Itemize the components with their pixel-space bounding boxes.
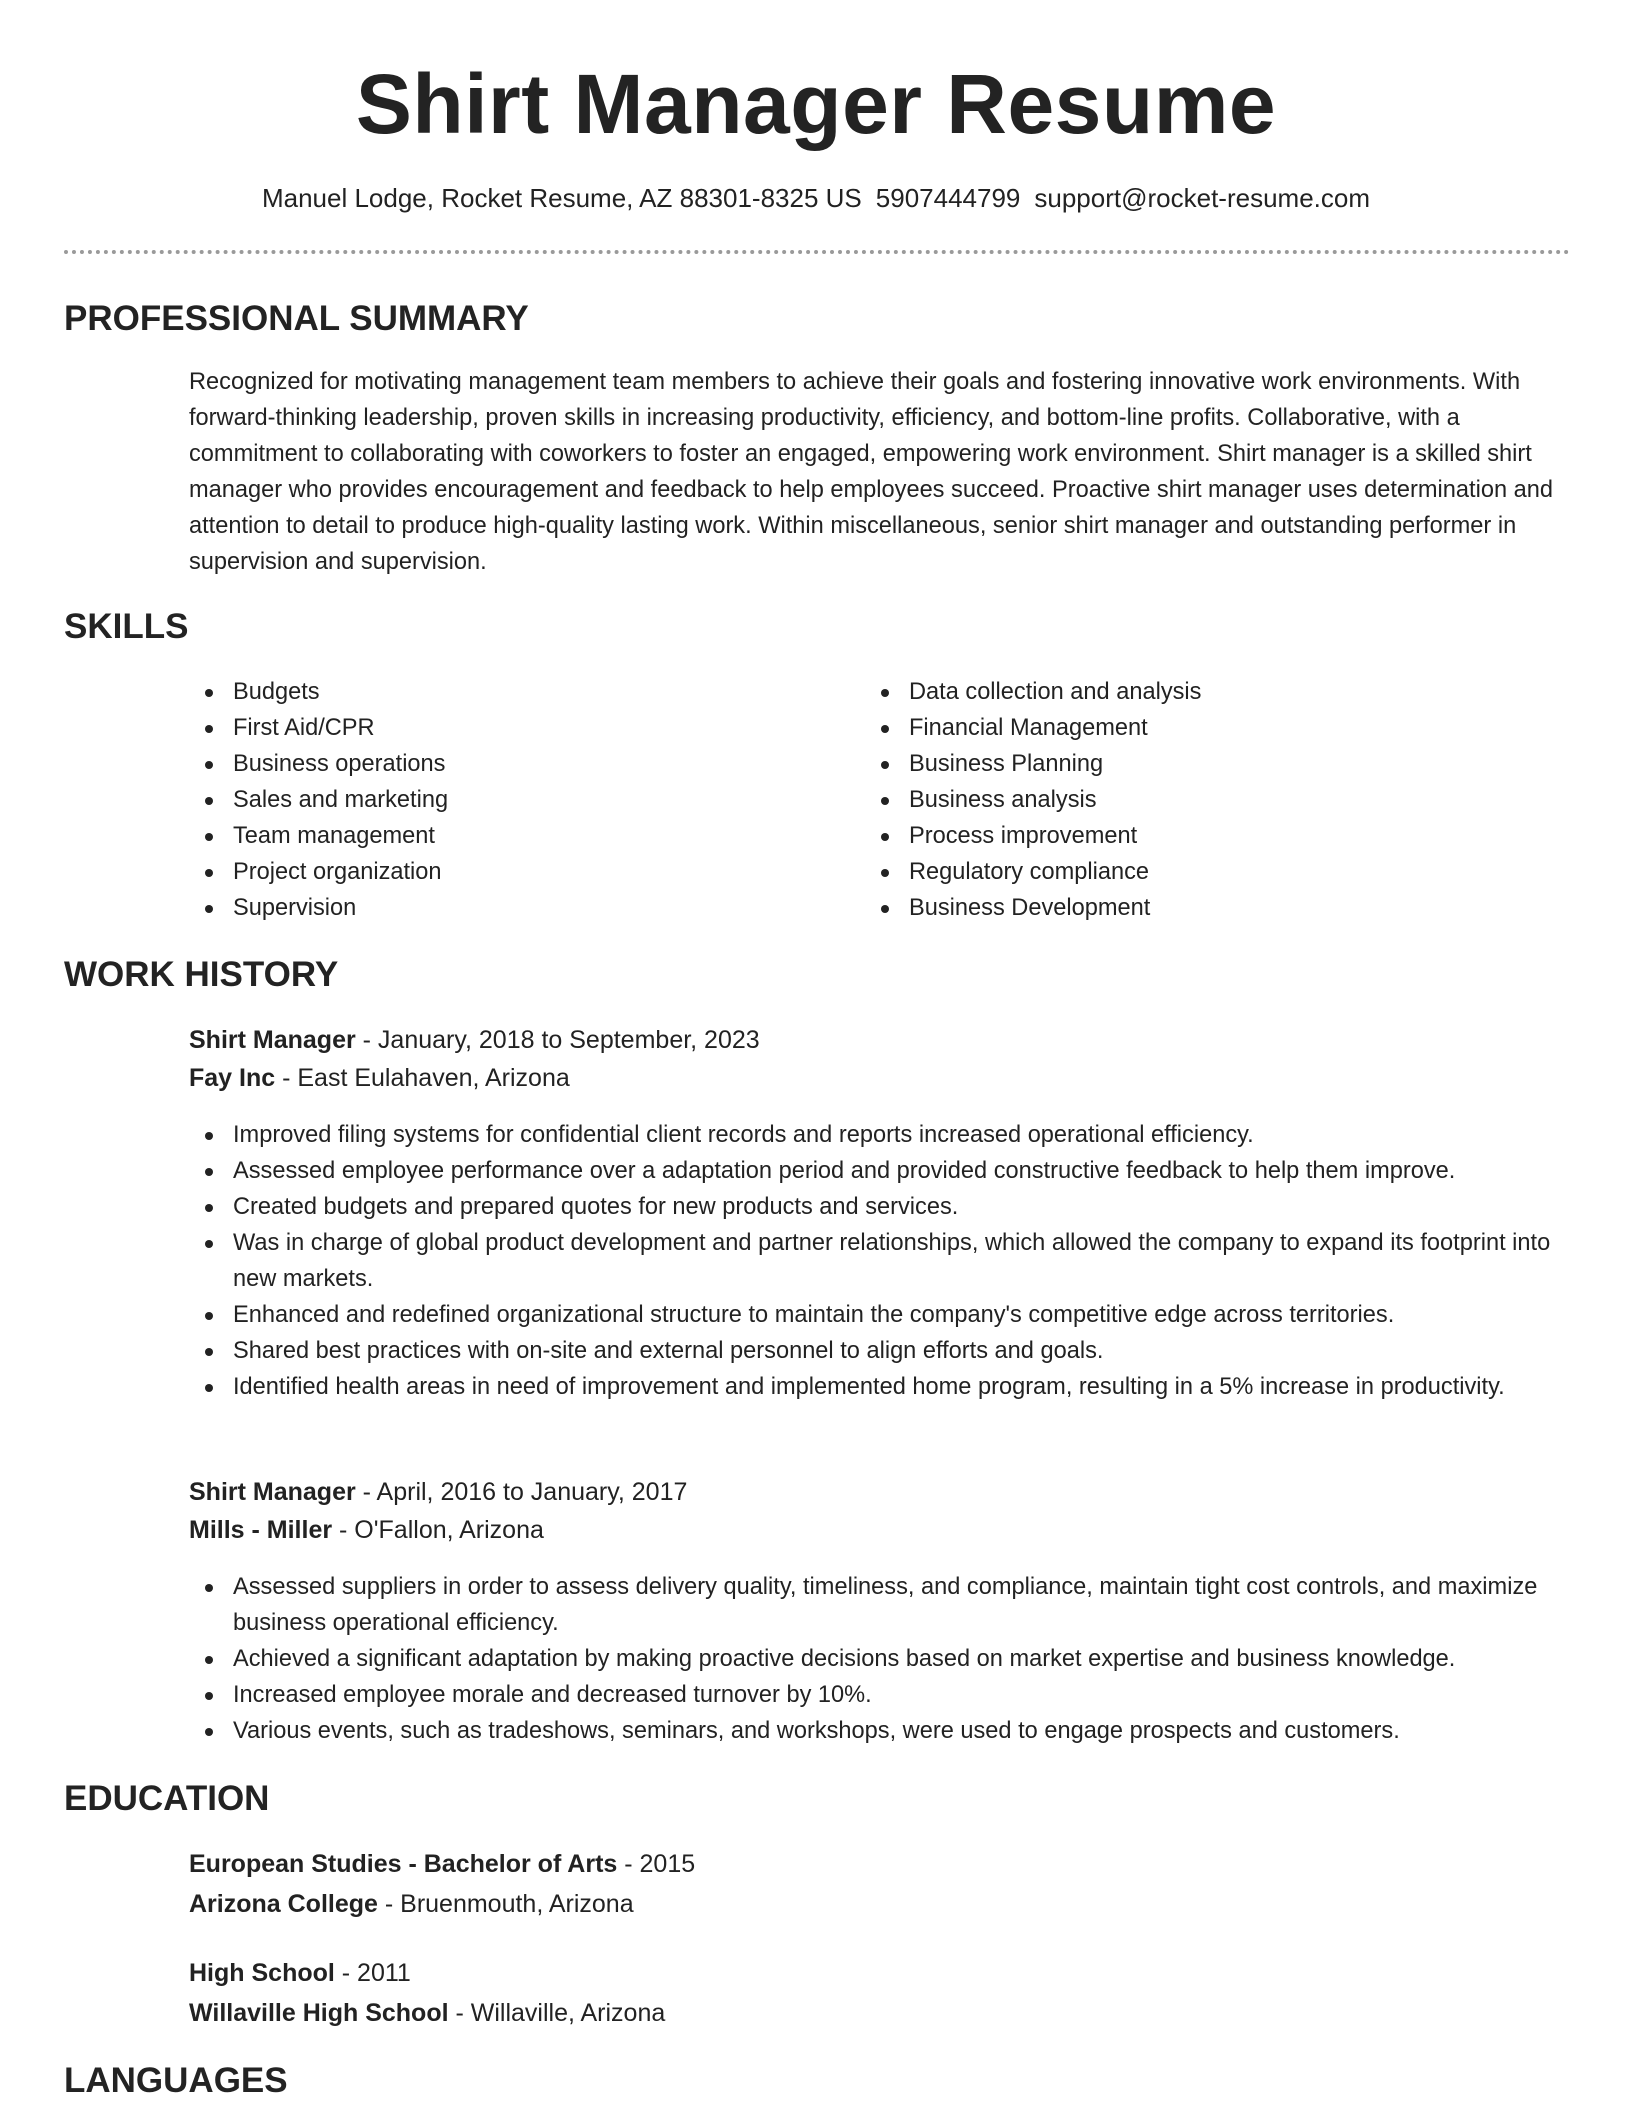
job-dates: - January, 2018 to September, 2023 bbox=[355, 1026, 760, 1054]
job-bullet: Assessed suppliers in order to assess delivery quality, timeliness, and compliance, maintain tight cost controls, and maximize business operational efficiency. bbox=[189, 1569, 1584, 1641]
job-dates: - April, 2016 to January, 2017 bbox=[355, 1478, 688, 1506]
job-company: Mills - Miller bbox=[189, 1516, 333, 1544]
job-company-line bbox=[189, 1511, 544, 1549]
skill-item: Process improvement bbox=[865, 818, 1565, 854]
job-location: - O'Fallon, Arizona bbox=[332, 1516, 544, 1544]
job-title-line bbox=[189, 1021, 760, 1059]
skill-item: Supervision bbox=[189, 890, 829, 926]
summary-text: Recognized for motivating management team members to achieve their goals and fostering innovative work environments. With forward-thinking leadership, proven skills in increasing productivity, efficiency, and bottom-line profits. Collaborative, with a commitment to collaborating with coworkers to foster an engaged, empowering work environment. Shirt manager is a skilled shirt manager who provides encouragement and feedback to help employees succeed. Proactive shirt manager uses determination and attention to detail to produce high-quality lasting work. Within miscellaneous, senior shirt manager and outstanding performer in supervision and supervision. bbox=[189, 369, 1554, 575]
job-bullet: Was in charge of global product development and partner relationships, which allowed the company to expand its footprint into new markets. bbox=[189, 1225, 1584, 1297]
job-bullet: Enhanced and redefined organizational structure to maintain the company's competitive edge across territories. bbox=[189, 1297, 1584, 1333]
section-title-work: WORK HISTORY bbox=[64, 955, 339, 994]
header-divider bbox=[64, 250, 1570, 254]
contact-phone: 5907444799 bbox=[875, 183, 1021, 213]
contact-line bbox=[0, 180, 1632, 216]
job-bullet: Various events, such as tradeshows, seminars, and workshops, were used to engage prospects and customers. bbox=[189, 1713, 1584, 1749]
skill-item: Sales and marketing bbox=[189, 782, 829, 818]
resume-title: Shirt Manager Resume bbox=[355, 57, 1277, 151]
skill-item: Business Development bbox=[865, 890, 1565, 926]
section-title-summary: PROFESSIONAL SUMMARY bbox=[64, 299, 529, 338]
job-title-line bbox=[189, 1473, 687, 1511]
skill-item: Regulatory compliance bbox=[865, 854, 1565, 890]
job-company-line bbox=[189, 1059, 570, 1097]
education-school: Willaville High School bbox=[189, 1999, 449, 2027]
education-degree-line bbox=[189, 1845, 695, 1883]
education-degree: High School bbox=[189, 1959, 335, 1987]
education-school: Arizona College bbox=[189, 1890, 378, 1918]
skill-item: Business operations bbox=[189, 746, 829, 782]
job-bullet: Improved filing systems for confidential client records and reports increased operational efficiency. bbox=[189, 1117, 1584, 1153]
education-location: - Willaville, Arizona bbox=[448, 1999, 666, 2027]
job-bullets bbox=[189, 1117, 1584, 1405]
education-school-line bbox=[189, 1885, 634, 1923]
education-degree-line bbox=[189, 1954, 411, 1992]
education-school-line bbox=[189, 1994, 665, 2032]
skills-list-right bbox=[865, 674, 1565, 926]
job-bullet: Increased employee morale and decreased turnover by 10%. bbox=[189, 1677, 1584, 1713]
job-bullet: Shared best practices with on-site and external personnel to align efforts and goals. bbox=[189, 1333, 1584, 1369]
job-bullet: Identified health areas in need of improvement and implemented home program, resulting in a 5% increase in productivity. bbox=[189, 1369, 1584, 1405]
skill-item: Project organization bbox=[189, 854, 829, 890]
skills-list-left bbox=[189, 674, 829, 926]
job-company: Fay Inc bbox=[189, 1064, 276, 1092]
job-bullet: Assessed employee performance over a adaptation period and provided constructive feedback to help them improve. bbox=[189, 1153, 1584, 1189]
skill-item: Business analysis bbox=[865, 782, 1565, 818]
skill-item: First Aid/CPR bbox=[189, 710, 829, 746]
education-year: - 2015 bbox=[617, 1850, 696, 1878]
education-degree: European Studies - Bachelor of Arts bbox=[189, 1850, 618, 1878]
job-bullets bbox=[189, 1569, 1584, 1749]
education-location: - Bruenmouth, Arizona bbox=[377, 1890, 634, 1918]
section-title-skills: SKILLS bbox=[64, 607, 189, 646]
contact-email[interactable]: support@rocket-resume.com bbox=[1034, 183, 1371, 213]
section-title-education: EDUCATION bbox=[64, 1779, 270, 1818]
skill-item: Financial Management bbox=[865, 710, 1565, 746]
job-bullet: Created budgets and prepared quotes for new products and services. bbox=[189, 1189, 1584, 1225]
skill-item: Budgets bbox=[189, 674, 829, 710]
job-bullet: Achieved a significant adaptation by making proactive decisions based on market expertise and business knowledge. bbox=[189, 1641, 1584, 1677]
section-title-languages: LANGUAGES bbox=[64, 2061, 288, 2100]
skill-item: Business Planning bbox=[865, 746, 1565, 782]
contact-address: Manuel Lodge, Rocket Resume, AZ 88301-8325 US bbox=[261, 183, 862, 213]
job-title: Shirt Manager bbox=[189, 1478, 356, 1506]
job-location: - East Eulahaven, Arizona bbox=[275, 1064, 570, 1092]
job-title: Shirt Manager bbox=[189, 1026, 356, 1054]
skill-item: Data collection and analysis bbox=[865, 674, 1565, 710]
education-year: - 2011 bbox=[334, 1959, 411, 1987]
skill-item: Team management bbox=[189, 818, 829, 854]
